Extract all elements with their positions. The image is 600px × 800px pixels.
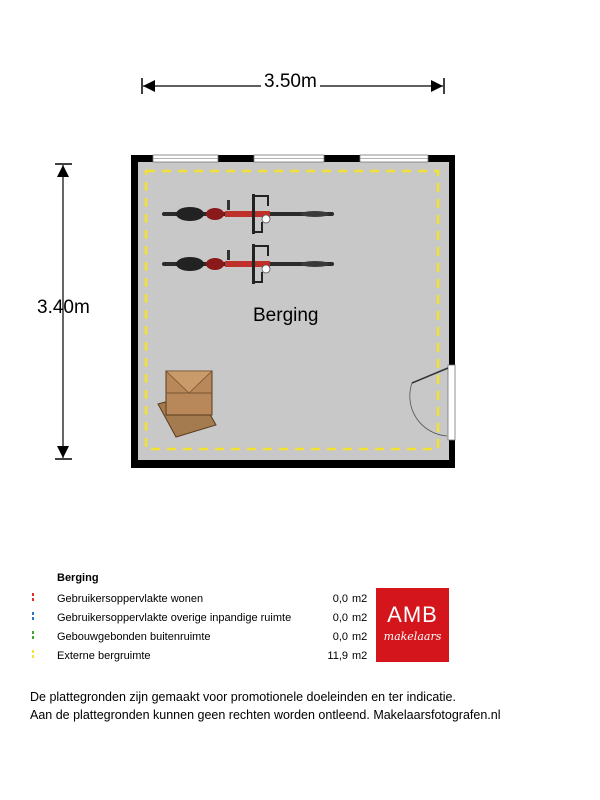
disclaimer-line-2: Aan de plattegronden kunnen geen rechten worden ontleend. Makelaarsfotografen.nl (30, 708, 501, 722)
area-legend (30, 572, 368, 666)
legend-row-overige: Gebruikersoppervlakte overige inpandige ruimte 0,0 m2 (30, 609, 360, 628)
width-dimension-label: 3.50m (261, 71, 320, 93)
height-dimension-label: 3.40m (37, 297, 90, 318)
disclaimer-line-1: De plattegronden zijn gemaakt voor promotionele doeleinden en ter indicatie. (30, 690, 456, 704)
red-dash-marker (32, 593, 34, 605)
room-label: Berging (253, 305, 319, 326)
yellow-dash-marker (32, 650, 34, 662)
legend-row-wonen: Gebruikersoppervlakte wonen 0,0 m2 (30, 590, 360, 609)
legend-row-bergruimte: Externe bergruimte 11,9 m2 (30, 647, 360, 666)
disclaimer (30, 688, 590, 724)
legend-row-buitenruimte: Gebouwgebonden buitenruimte 0,0 m2 (30, 628, 360, 647)
window-icon (153, 155, 428, 162)
amb-makelaars-logo: AMB makelaars (376, 588, 449, 662)
legend-title: Berging (57, 572, 99, 584)
blue-dash-marker (32, 612, 34, 624)
green-dash-marker (32, 631, 34, 643)
